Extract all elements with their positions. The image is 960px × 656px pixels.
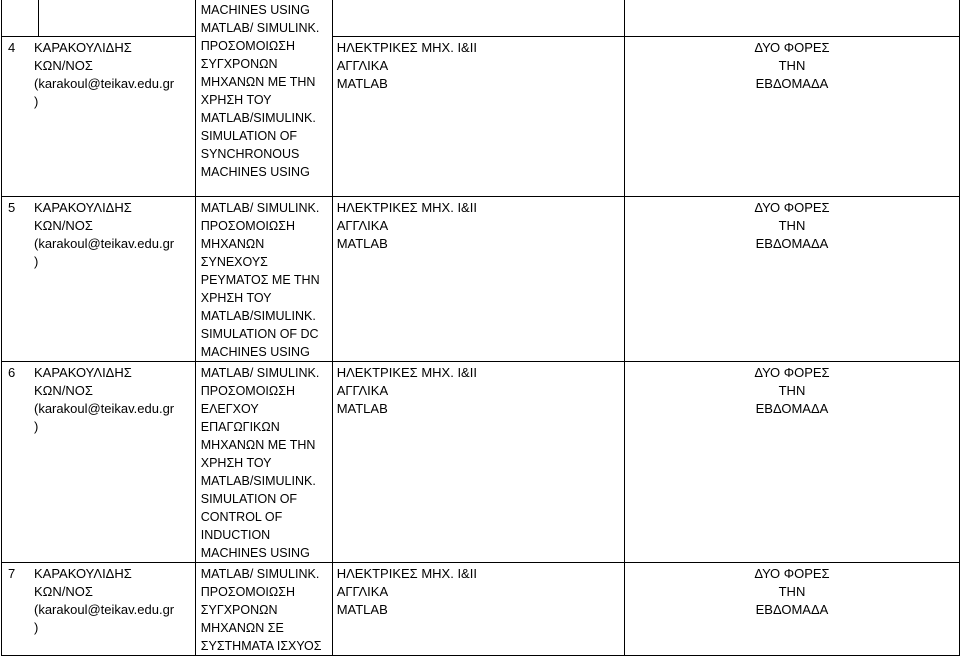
department-cell	[332, 37, 624, 197]
frequency: ΔΥΟ ΦΟΡΕΣ ΤΗΝ ΕΒΔΟΜΑΔΑ	[754, 200, 830, 251]
course-title-cell	[195, 362, 332, 563]
course-title: MATLAB/ SIMULINK. ΠΡΟΣΟΜΟΙΩΣΗ ΜΗΧΑΝΩΝ ΣΥΝΕΧΟΥΣ ΡΕΥΜΑΤΟΣ ΜΕ ΤΗΝ ΧΡΗΣΗ ΤΟΥ MATLAB/SIMULINK. SIMULATION OF DC MACHINES USING	[200, 201, 320, 359]
department-cell	[332, 197, 624, 362]
instructor: ΚΑΡΑΚΟΥΛΙΔΗΣ ΚΩΝ/ΝΟΣ (karakoul@teikav.edu.gr )	[34, 365, 175, 434]
table-row	[2, 0, 960, 37]
courses-table	[1, 0, 960, 656]
department-cell	[332, 362, 624, 563]
frequency-cell	[624, 362, 959, 563]
course-title: MACHINES USING MATLAB/ SIMULINK. ΠΡΟΣΟΜΟΙΩΣΗ ΣΥΓΧΡΟΝΩΝ ΜΗΧΑΝΩΝ ΜΕ ΤΗΝ ΧΡΗΣΗ ΤΟΥ MATLAB/SIMULINK. SIMULATION OF SYNCHRONOUS MACHINES USING	[200, 3, 320, 179]
department: ΗΛΕΚΤΡΙΚΕΣ ΜΗΧ. Ι&ΙΙ ΑΓΓΛΙΚΑ MATLAB	[336, 40, 477, 91]
course-title: MATLAB/ SIMULINK. ΠΡΟΣΟΜΟΙΩΣΗ ΣΥΓΧΡΟΝΩΝ ΜΗΧΑΝΩΝ ΣΕ ΣΥΣΤΗΜΑΤΑ ΙΣΧΥΟΣ	[200, 567, 322, 653]
instructor-cell	[2, 563, 196, 656]
frequency-cell	[624, 563, 959, 656]
table-row	[2, 563, 960, 656]
instructor-cell	[2, 197, 196, 362]
instructor: ΚΑΡΑΚΟΥΛΙΔΗΣ ΚΩΝ/ΝΟΣ (karakoul@teikav.edu.gr )	[34, 200, 175, 269]
frequency: ΔΥΟ ΦΟΡΕΣ ΤΗΝ ΕΒΔΟΜΑΔΑ	[754, 365, 830, 416]
instructor: ΚΑΡΑΚΟΥΛΙΔΗΣ ΚΩΝ/ΝΟΣ (karakoul@teikav.edu.gr )	[34, 566, 175, 635]
frequency-cell	[624, 197, 959, 362]
course-title-cell	[195, 0, 332, 197]
instructor: ΚΑΡΑΚΟΥΛΙΔΗΣ ΚΩΝ/ΝΟΣ (karakoul@teikav.edu.gr )	[34, 40, 175, 109]
frequency-cell	[624, 37, 959, 197]
row-number: 5	[8, 200, 16, 215]
frequency: ΔΥΟ ΦΟΡΕΣ ΤΗΝ ΕΒΔΟΜΑΔΑ	[754, 566, 830, 617]
table-row	[2, 362, 960, 563]
table-row	[2, 197, 960, 362]
table-row	[2, 37, 960, 197]
course-title-cell	[195, 197, 332, 362]
department: ΗΛΕΚΤΡΙΚΕΣ ΜΗΧ. Ι&ΙΙ ΑΓΓΛΙΚΑ MATLAB	[336, 365, 477, 416]
frequency: ΔΥΟ ΦΟΡΕΣ ΤΗΝ ΕΒΔΟΜΑΔΑ	[754, 40, 830, 91]
instructor-cell	[2, 37, 196, 197]
department: ΗΛΕΚΤΡΙΚΕΣ ΜΗΧ. Ι&ΙΙ ΑΓΓΛΙΚΑ MATLAB	[336, 566, 477, 617]
row-number: 7	[8, 566, 16, 581]
row-number: 4	[8, 40, 16, 55]
department: ΗΛΕΚΤΡΙΚΕΣ ΜΗΧ. Ι&ΙΙ ΑΓΓΛΙΚΑ MATLAB	[336, 200, 477, 251]
row-number: 6	[8, 365, 16, 380]
instructor-cell	[2, 362, 196, 563]
department-cell	[332, 563, 624, 656]
course-title-cell	[195, 563, 332, 656]
course-title: MATLAB/ SIMULINK. ΠΡΟΣΟΜΟΙΩΣΗ ΕΛΕΓΧΟΥ ΕΠΑΓΩΓΙΚΩΝ ΜΗΧΑΝΩΝ ΜΕ ΤΗΝ ΧΡΗΣΗ ΤΟΥ MATLAB/SIMULINK. SIMULATION OF CONTROL OF INDUCTION MACHINES USING	[200, 366, 320, 560]
